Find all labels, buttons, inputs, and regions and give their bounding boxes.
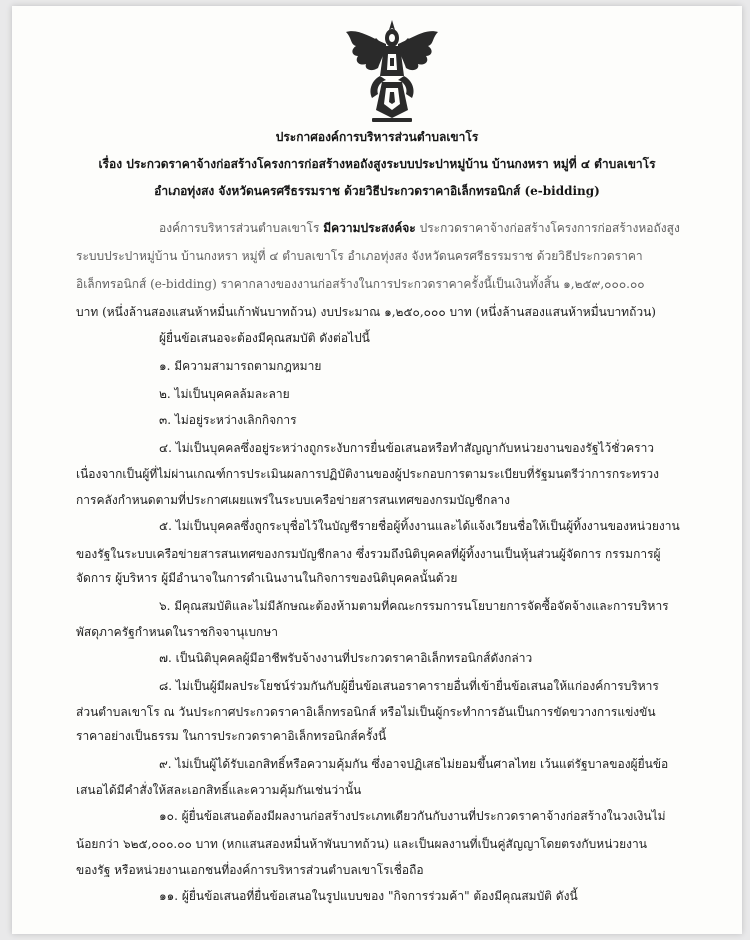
item-5-line-3: จัดการ ผู้บริหาร ผู้มีอำนาจในการดำเนินงานในกิจการของนิติบุคคลนั้นด้วย [76, 571, 458, 585]
item-2: ๒. ไม่เป็นบุคคลล้มละลาย [159, 387, 290, 401]
item-8-line-1: ๘. ไม่เป็นผู้มีผลประโยชน์ร่วมกันกับผู้ยื่นข้อเสนอราคารายอื่นที่เข้ายื่นข้อเสนอให้แก่องค์การบริหาร [159, 679, 659, 693]
intro-line-5: ผู้ยื่นข้อเสนอจะต้องมีคุณสมบัติ ดังต่อไปนี้ [159, 331, 370, 345]
item-5-line-2: ของรัฐในระบบเครือข่ายสารสนเทศของกรมบัญชีกลาง ซึ่งรวมถึงนิติบุคคลที่ผู้ทิ้งงานเป็นหุ้นส่วนผู้จัดการ กรรมการผู้ [76, 547, 661, 561]
announcement-title: ประกาศองค์การบริหารส่วนตำบลเขาโร [275, 130, 479, 144]
item-4-line-2: เนื่องจากเป็นผู้ที่ไม่ผ่านเกณฑ์การประเมินผลการปฏิบัติงานของผู้ประกอบการตามระเบียบที่รัฐมนตรีว่าการกระทรวง [76, 467, 659, 481]
document-page [12, 6, 742, 934]
item-10-line-3: ของรัฐ หรือหน่วยงานเอกชนที่องค์การบริหารส่วนตำบลเขาโรเชื่อถือ [76, 863, 424, 877]
item-11: ๑๑. ผู้ยื่นข้อเสนอที่ยื่นข้อเสนอในรูปแบบของ "กิจการร่วมค้า" ต้องมีคุณสมบัติ ดังนี้ [159, 889, 578, 903]
subject-line-1: เรื่อง ประกวดราคาจ้างก่อสร้างโครงการก่อสร้างหอถังสูงระบบประปาหมู่บ้าน บ้านกงหรา หมู่ที่ ๔ ตำบลเขาโร [98, 157, 656, 171]
intro-project: ประกวดราคาจ้างก่อสร้างโครงการก่อสร้างหอถังสูง [419, 221, 680, 235]
intro-line-1 [159, 220, 680, 236]
intro-line-3: อิเล็กทรอนิกส์ (e-bidding) ราคากลางของงานก่อสร้างในการประกวดราคาครั้งนี้เป็นเงินทั้งสิ้น ๑,๒๕๙,๐๐๐.๐๐ [76, 277, 645, 291]
item-6-line-2: พัสดุภาครัฐกำหนดในราชกิจจานุเบกษา [76, 625, 278, 639]
garuda-emblem-icon [342, 18, 442, 128]
item-9-line-1: ๙. ไม่เป็นผู้ได้รับเอกสิทธิ์หรือความคุ้มกัน ซึ่งอาจปฏิเสธไม่ยอมขึ้นศาลไทย เว้นแต่รัฐบาลของผู้ยื่นข้อ [159, 757, 669, 771]
intro-org-name: องค์การบริหารส่วนตำบลเขาโร [159, 221, 320, 235]
item-1: ๑. มีความสามารถตามกฎหมาย [159, 359, 322, 373]
item-8-line-2: ส่วนตำบลเขาโร ณ วันประกาศประกวดราคาอิเล็กทรอนิกส์ หรือไม่เป็นผู้กระทำการอันเป็นการขัดขวางการแข่งขัน [76, 705, 656, 719]
intro-line-2: ระบบประปาหมู่บ้าน บ้านกงหรา หมู่ที่ ๔ ตำบลเขาโร อำเภอทุ่งสง จังหวัดนครศรีธรรมราช ด้วยวิธีประกวดราคา [76, 249, 643, 263]
item-8-line-3: ราคาอย่างเป็นธรรม ในการประกวดราคาอิเล็กทรอนิกส์ครั้งนี้ [76, 729, 387, 743]
item-10-line-2: น้อยกว่า ๖๒๕,๐๐๐.๐๐ บาท (หกแสนสองหมื่นห้าพันบาทถ้วน) และเป็นผลงานที่เป็นคู่สัญญาโดยตรงกับหน่วยงาน [76, 837, 647, 851]
item-4-line-3: การคลังกำหนดตามที่ประกาศเผยแพร่ในระบบเครือข่ายสารสนเทศของกรมบัญชีกลาง [76, 493, 511, 507]
item-3: ๓. ไม่อยู่ระหว่างเลิกกิจการ [159, 413, 297, 427]
subject-line-2: อำเภอทุ่งสง จังหวัดนครศรีธรรมราช ด้วยวิธีประกวดราคาอิเล็กทรอนิกส์ (e-bidding) [154, 184, 600, 198]
intro-intent: มีความประสงค์จะ [323, 221, 416, 235]
item-9-line-2: เสนอได้มีคำสั่งให้สละเอกสิทธิ์และความคุ้มกันเช่นว่านั้น [76, 783, 362, 797]
item-7: ๗. เป็นนิติบุคคลผู้มีอาชีพรับจ้างงานที่ประกวดราคาอิเล็กทรอนิกส์ดังกล่าว [159, 651, 533, 665]
item-4-line-1: ๔. ไม่เป็นบุคคลซึ่งอยู่ระหว่างถูกระงับการยื่นข้อเสนอหรือทำสัญญากับหน่วยงานของรัฐไว้ชั่วคราว [159, 441, 655, 455]
item-6-line-1: ๖. มีคุณสมบัติและไม่มีลักษณะต้องห้ามตามที่คณะกรรมการนโยบายการจัดซื้อจัดจ้างและการบริหาร [159, 599, 669, 613]
item-10-line-1: ๑๐. ผู้ยื่นข้อเสนอต้องมีผลงานก่อสร้างประเภทเดียวกันกับงานที่ประกวดราคาจ้างก่อสร้างในวงเงินไม่ [159, 809, 666, 823]
intro-line-4: บาท (หนึ่งล้านสองแสนห้าหมื่นเก้าพันบาทถ้วน) งบประมาณ ๑,๒๕๐,๐๐๐ บาท (หนึ่งล้านสองแสนห้าหมื่นบาทถ้วน) [76, 305, 656, 319]
item-5-line-1: ๕. ไม่เป็นบุคคลซึ่งถูกระบุชื่อไว้ในบัญชีรายชื่อผู้ทิ้งงานและได้แจ้งเวียนชื่อให้เป็นผู้ทิ้งงานของหน่วยงาน [159, 519, 680, 533]
